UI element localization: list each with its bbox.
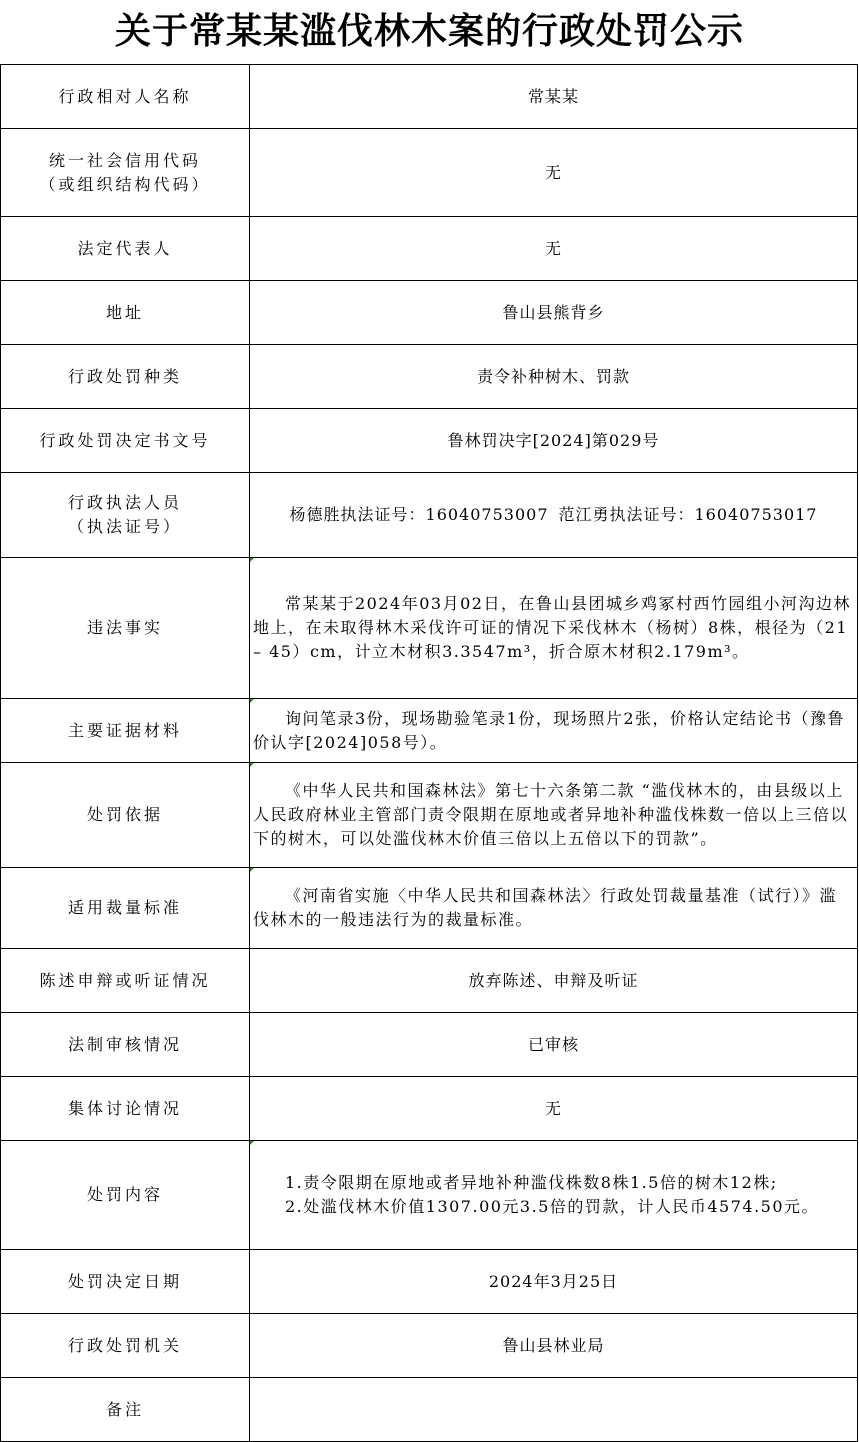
facts-text: 常某某于2024年03月02日，在鲁山县团城乡鸡冢村西竹园组小河沟边林地上，在未取得林木采伐许可证的情况下采伐林木（杨树）8株，根径为（21 – 45）cm，计立木材积3.3547m³，折合原木材积2.179m³。: [253, 594, 851, 661]
content-item-2: 2.处滥伐林木价值1307.00元3.5倍的罚款，计人民币4574.50元。: [285, 1197, 820, 1216]
value-authority: 鲁山县林业局: [250, 1314, 858, 1378]
row-legal-rep: [1, 217, 858, 281]
row-credit-code: [1, 129, 858, 217]
value-party-name: 常某某: [250, 65, 858, 129]
cell-comment-marker: [250, 558, 254, 562]
value-remarks: [250, 1378, 858, 1442]
standard-text: 《河南省实施〈中华人民共和国森林法〉行政处罚裁量基准（试行）》滥伐林木的一般违法行为的裁量标准。: [253, 886, 838, 929]
label-legal-rep: 法定代表人: [1, 217, 250, 281]
value-decision-no: 鲁林罚决字[2024]第029号: [250, 409, 858, 473]
label-content: 处罚内容: [1, 1141, 250, 1250]
label-credit-code-line1: 统一社会信用代码: [48, 150, 201, 170]
page-title: 关于常某某滥伐林木案的行政处罚公示: [114, 11, 744, 52]
label-facts: 违法事实: [1, 558, 250, 699]
label-address: 地址: [1, 281, 250, 345]
basis-text: 《中华人民共和国森林法》第七十六条第二款 “滥伐林木的，由县级以上人民政府林业主管部门责令限期在原地或者异地补种滥伐株数一倍以上三倍以下的树木，可以处滥伐林木价值三倍以上五倍以下的罚款”。: [253, 781, 849, 848]
value-address: 鲁山县熊背乡: [250, 281, 858, 345]
value-decision-date: 2024年3月25日: [250, 1250, 858, 1314]
label-officers-line2: （执法证号）: [67, 517, 182, 536]
label-credit-code: [1, 129, 250, 217]
value-content: [250, 1141, 858, 1250]
label-legal-review: 法制审核情况: [1, 1013, 250, 1077]
value-legal-rep: 无: [250, 217, 858, 281]
row-decision-no: [1, 409, 858, 473]
row-collective: [1, 1077, 858, 1141]
label-decision-date: 处罚决定日期: [1, 1250, 250, 1314]
cell-comment-marker: [250, 763, 254, 767]
label-authority: 行政处罚机关: [1, 1314, 250, 1378]
row-party-name: [1, 65, 858, 129]
value-facts: [250, 558, 858, 699]
row-officers: [1, 473, 858, 558]
row-remarks: [1, 1378, 858, 1442]
row-decision-date: [1, 1250, 858, 1314]
row-hearing: [1, 949, 858, 1013]
row-evidence: [1, 699, 858, 763]
row-authority: [1, 1314, 858, 1378]
label-decision-no: 行政处罚决定书文号: [1, 409, 250, 473]
value-legal-review: 已审核: [250, 1013, 858, 1077]
label-standard: 适用裁量标准: [1, 868, 250, 949]
row-penalty-type: [1, 345, 858, 409]
value-evidence: [250, 699, 858, 763]
label-basis: 处罚依据: [1, 763, 250, 868]
value-collective: 无: [250, 1077, 858, 1141]
label-evidence: 主要证据材料: [1, 699, 250, 763]
row-content: [1, 1141, 858, 1250]
officer-2: 范江勇执法证号：16040753017: [558, 505, 818, 524]
value-officers: [250, 473, 858, 558]
value-credit-code: 无: [250, 129, 858, 217]
value-standard: [250, 868, 858, 949]
content-item-1: 1.责令限期在原地或者异地补种滥伐株数8株1.5倍的树木12株;: [285, 1173, 778, 1192]
label-officers: [1, 473, 250, 558]
label-penalty-type: 行政处罚种类: [1, 345, 250, 409]
value-penalty-type: 责令补种树木、罚款: [250, 345, 858, 409]
label-remarks: 备注: [1, 1378, 250, 1442]
evidence-text: 询问笔录3份，现场勘验笔录1份，现场照片2张，价格认定结论书（豫鲁价认字[2024]058号）。: [253, 708, 846, 752]
label-party-name: 行政相对人名称: [1, 65, 250, 129]
penalty-table: [0, 64, 858, 1442]
cell-comment-marker: [250, 699, 254, 703]
row-address: [1, 281, 858, 345]
officer-1: 杨德胜执法证号：16040753007: [289, 505, 549, 524]
cell-comment-marker: [250, 1141, 254, 1145]
value-hearing: 放弃陈述、申辩及听证: [250, 949, 858, 1013]
row-facts: [1, 558, 858, 699]
value-basis: [250, 763, 858, 868]
cell-comment-marker: [250, 868, 254, 872]
row-basis: [1, 763, 858, 868]
label-collective: 集体讨论情况: [1, 1077, 250, 1141]
label-officers-line1: 行政执法人员: [67, 493, 182, 512]
row-legal-review: [1, 1013, 858, 1077]
label-hearing: 陈述申辩或听证情况: [1, 949, 250, 1013]
label-credit-code-line2: （或组织结构代码）: [39, 174, 211, 194]
row-standard: [1, 868, 858, 949]
